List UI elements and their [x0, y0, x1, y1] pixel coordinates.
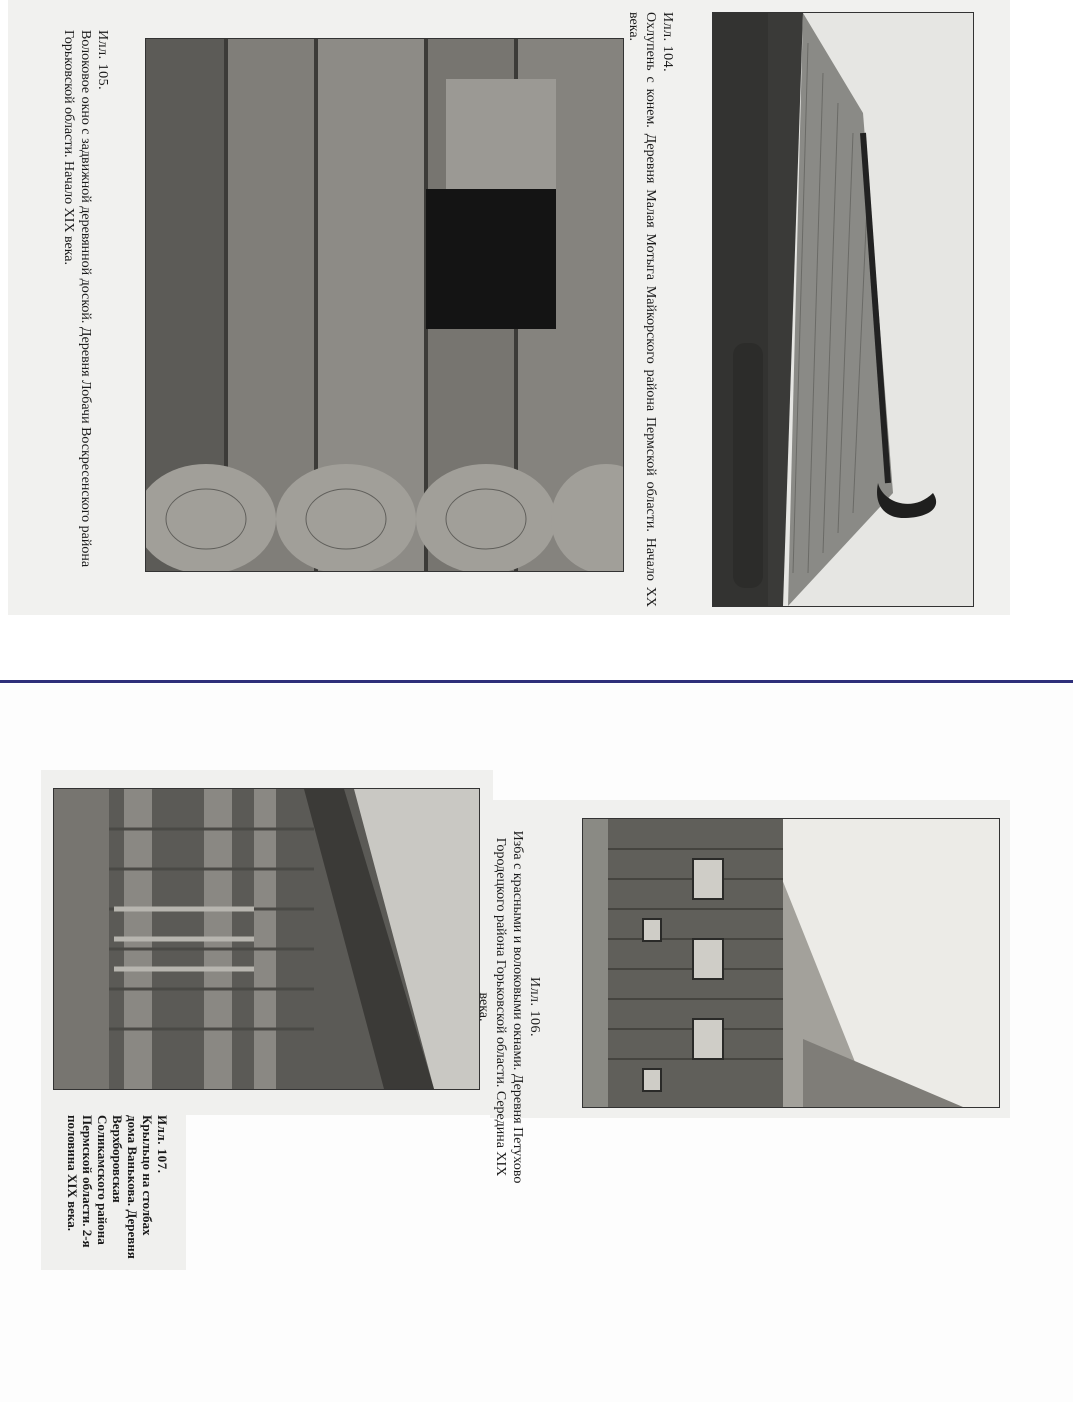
photo-104-ridge-horse: [712, 12, 974, 607]
caption-106-label: Илл. 106.: [527, 976, 542, 1038]
caption-107-text: Крыльцо на столбах дома Ванькова. Деревня Верхборовская Соликамского района Пермской области. 2-я половина XIX века.: [65, 1115, 155, 1259]
photo-107-porch: [53, 788, 480, 1090]
photo-106-izba: [582, 818, 1000, 1108]
caption-105-text: Волоковое окно с задвижной деревянной доской. Деревня Лобачи Воскресенского района Горьковской области. Начало XIX века.: [61, 30, 93, 568]
photo-105-log-window: [145, 38, 624, 572]
caption-105-label: Илл. 105.: [95, 30, 110, 91]
caption-106-text: Изба с красными и волоковыми окнами. Деревня Петухово Городецкого района Горьковской области. Середина XIX века.: [476, 830, 525, 1184]
caption-106: [475, 822, 560, 1192]
caption-104-text: Охлупень с конем. Деревня Малая Мотыга Майкорского района Пермской области. Начало XX века.: [626, 12, 658, 607]
page-divider: [0, 680, 1073, 683]
caption-107-label: Илл. 107.: [155, 1115, 170, 1174]
caption-104-label: Илл. 104.: [660, 12, 675, 73]
upper-page: [0, 0, 1073, 678]
caption-105: [60, 30, 128, 575]
caption-104: [625, 12, 693, 607]
caption-107: [65, 1115, 185, 1265]
